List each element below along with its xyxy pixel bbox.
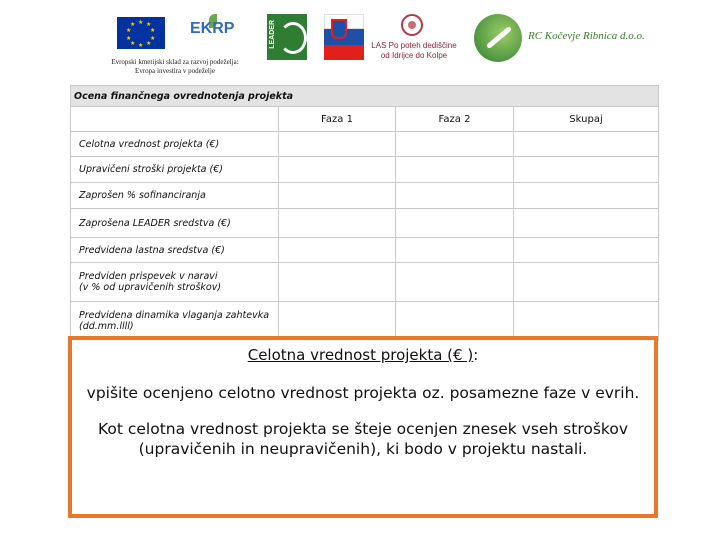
input-cell[interactable]: [396, 132, 514, 157]
table-row: [71, 238, 659, 263]
input-cell[interactable]: [279, 209, 396, 238]
leader-logo-text: LEADER: [269, 20, 276, 49]
input-cell[interactable]: [279, 238, 396, 263]
funding-line-2: Evropa investira v podeželje: [135, 67, 215, 75]
input-cell[interactable]: [514, 157, 659, 183]
header-empty: [71, 107, 279, 132]
callout-heading-colon: :: [473, 346, 479, 364]
input-cell[interactable]: [279, 132, 396, 157]
table-row: [71, 263, 659, 302]
logo-bar: [0, 0, 720, 60]
input-cell[interactable]: [396, 209, 514, 238]
coat-of-arms-icon: [331, 19, 347, 39]
table-title: Ocena finančnega ovrednotenja projekta: [71, 86, 659, 107]
row-label: Zaprošen % sofinanciranja: [71, 183, 279, 209]
row-label: Predvidena lastna sredstva (€): [71, 238, 279, 263]
row-label: [71, 302, 279, 341]
input-cell[interactable]: [514, 183, 659, 209]
callout-heading: [86, 346, 640, 364]
rc-circle-icon: [474, 14, 522, 62]
row-label: Zaprošena LEADER sredstva (€): [71, 209, 279, 238]
ekrp-logo-text: EKRP: [190, 20, 235, 37]
column-header: Faza 1: [279, 107, 396, 132]
funding-line-1: Evropski kmetijski sklad za razvoj podeželja:: [111, 58, 239, 66]
eu-flag-icon: ★ ★ ★ ★ ★ ★ ★ ★ ★ ★: [117, 17, 165, 49]
row-label: [71, 263, 279, 302]
input-cell[interactable]: [279, 263, 396, 302]
las-logo-line1: LAS Po poteh dediščine: [371, 41, 457, 50]
input-cell[interactable]: [514, 132, 659, 157]
financial-evaluation-table: [70, 85, 659, 341]
swirl-icon: [279, 22, 307, 54]
leader-logo-icon: [267, 14, 307, 60]
input-cell[interactable]: [514, 263, 659, 302]
table-title-row: [71, 86, 659, 107]
column-header: Skupaj: [514, 107, 659, 132]
slovenian-flag-icon: [324, 14, 364, 60]
ekrp-logo: [188, 14, 240, 48]
input-cell[interactable]: [514, 302, 659, 341]
input-cell[interactable]: [396, 157, 514, 183]
table-row: [71, 183, 659, 209]
input-cell[interactable]: [279, 183, 396, 209]
table-row: [71, 157, 659, 183]
input-cell[interactable]: [514, 238, 659, 263]
table-row: [71, 302, 659, 341]
rc-logo-text: RC Kočevje Ribnica d.o.o.: [528, 30, 645, 42]
input-cell[interactable]: [396, 263, 514, 302]
input-cell[interactable]: [396, 238, 514, 263]
column-header: Faza 2: [396, 107, 514, 132]
callout-paragraph-2: Kot celotna vrednost projekta se šteje ocenjen znesek vseh stroškov (upravičenih in neupravičenih), ki bodo v projektu nastali.: [97, 420, 629, 458]
input-cell[interactable]: [396, 183, 514, 209]
table-header-row: [71, 107, 659, 132]
row-label: Upravičeni stroški projekta (€): [71, 157, 279, 183]
row-label-sub: (dd.mm.llll): [79, 321, 134, 332]
rc-logo: [474, 14, 654, 62]
row-label: Celotna vrednost projekta (€): [71, 132, 279, 157]
row-label-main: Predvidena dinamika vlaganja zahtevka: [79, 310, 270, 321]
input-cell[interactable]: [514, 209, 659, 238]
explanation-callout: [68, 336, 658, 518]
las-logo: [368, 14, 460, 64]
input-cell[interactable]: [279, 157, 396, 183]
row-label-sub: (v % od upravičenih stroškov): [79, 282, 222, 293]
funding-caption: [70, 58, 280, 76]
las-emblem-icon: [401, 14, 423, 36]
callout-paragraph-1: vpišite ocenjeno celotno vrednost projekta oz. posamezne faze v evrih.: [86, 384, 640, 402]
table-row: [71, 132, 659, 157]
las-logo-line2: od Idrijce do Kolpe: [380, 51, 448, 60]
input-cell[interactable]: [396, 302, 514, 341]
callout-heading-term: Celotna vrednost projekta (€ ): [247, 346, 474, 364]
table-row: [71, 209, 659, 238]
input-cell[interactable]: [279, 302, 396, 341]
row-label-main: Predviden prispevek v naravi: [79, 271, 218, 282]
